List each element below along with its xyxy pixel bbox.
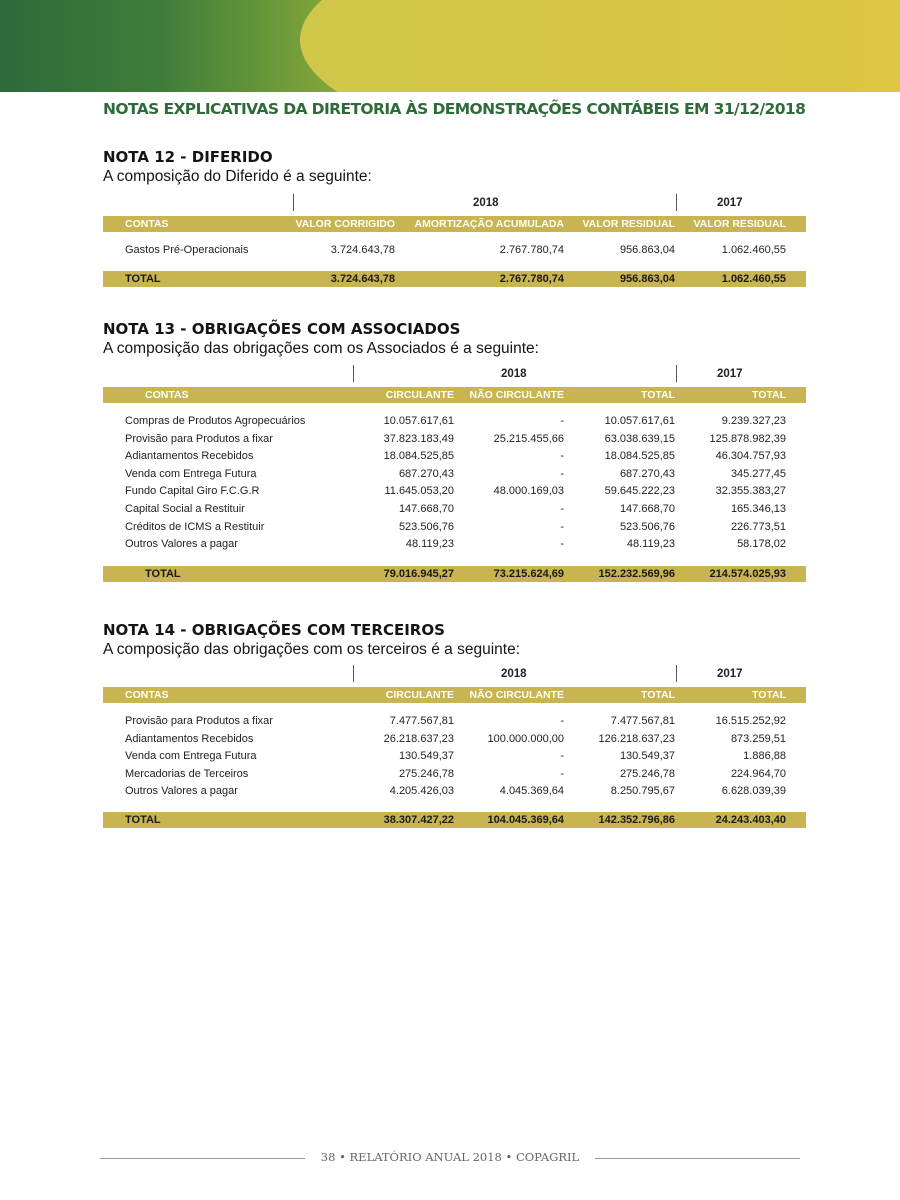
total-value: 1.062.460,55 bbox=[721, 272, 786, 285]
cell-value: 8.250.795,67 bbox=[610, 785, 675, 798]
cell-value: 32.355.383,27 bbox=[715, 485, 786, 498]
table-row bbox=[103, 713, 806, 731]
table-header bbox=[103, 687, 806, 703]
cell-conta: Outros Valores a pagar bbox=[125, 538, 238, 551]
nota14-rows bbox=[103, 713, 806, 801]
footer-rule-right bbox=[595, 1158, 800, 1159]
year-2017: 2017 bbox=[717, 368, 743, 380]
cell-value: 224.964,70 bbox=[730, 767, 786, 780]
table-header bbox=[103, 216, 806, 232]
total-value: 79.016.945,27 bbox=[383, 567, 454, 580]
cell-value: - bbox=[560, 715, 564, 727]
col-total-2017: TOTAL bbox=[751, 389, 786, 401]
cell-value: 100.000.000,00 bbox=[487, 732, 564, 745]
cell-value: 687.270,43 bbox=[619, 467, 675, 480]
nota12-table bbox=[103, 194, 806, 287]
cell-value: 125.878.982,39 bbox=[709, 432, 786, 445]
cell-value: 48.119,23 bbox=[405, 538, 454, 551]
cell-conta: Créditos de ICMS a Restituir bbox=[125, 520, 265, 533]
cell-value: 275.246,78 bbox=[619, 767, 675, 780]
footer-rule-left bbox=[100, 1158, 305, 1159]
cell-value: 873.259,51 bbox=[730, 732, 786, 745]
nota12-title: NOTA 12 - DIFERIDO bbox=[103, 148, 273, 166]
table-row bbox=[103, 501, 806, 519]
cell-value: - bbox=[560, 502, 564, 515]
page-title: NOTAS EXPLICATIVAS DA DIRETORIA ÀS DEMONSTRAÇÕES CONTÁBEIS EM 31/12/2018 bbox=[103, 100, 806, 118]
nota13-rows bbox=[103, 413, 806, 554]
banner-swoosh bbox=[300, 0, 900, 92]
cell-conta: Provisão para Produtos a fixar bbox=[125, 715, 273, 727]
col-total-2018: TOTAL bbox=[640, 389, 675, 401]
total-value: 73.215.624,69 bbox=[493, 567, 564, 580]
cell-conta: Provisão para Produtos a fixar bbox=[125, 432, 273, 445]
cell-value: - bbox=[560, 467, 564, 480]
table-row bbox=[103, 448, 806, 466]
year-2018: 2018 bbox=[473, 197, 499, 209]
total-value: 24.243.403,40 bbox=[715, 813, 786, 826]
cell-conta: Outros Valores a pagar bbox=[125, 785, 238, 798]
nota12-heading bbox=[103, 148, 372, 186]
cell-value: 6.628.039,39 bbox=[721, 785, 786, 798]
col-valor-residual-2018: VALOR RESIDUAL bbox=[582, 218, 675, 230]
total-value: 956.863,04 bbox=[619, 272, 675, 285]
year-header bbox=[103, 194, 806, 216]
table-row bbox=[103, 536, 806, 554]
cell-conta: Fundo Capital Giro F.C.G.R bbox=[125, 485, 260, 498]
cell-conta: Compras de Produtos Agropecuários bbox=[125, 415, 306, 427]
table-row bbox=[103, 242, 806, 260]
cell-value: 275.246,78 bbox=[398, 767, 454, 780]
nota14-table bbox=[103, 665, 806, 828]
col-nao-circulante: NÃO CIRCULANTE bbox=[469, 689, 564, 701]
cell-value: 523.506,76 bbox=[398, 520, 454, 533]
page-footer bbox=[100, 1150, 800, 1166]
nota13-subtitle: A composição das obrigações com os Associados é a seguinte: bbox=[103, 340, 539, 357]
nota13-title: NOTA 13 - OBRIGAÇÕES COM ASSOCIADOS bbox=[103, 320, 461, 338]
cell-conta: Venda com Entrega Futura bbox=[125, 467, 257, 480]
col-contas: CONTAS bbox=[125, 689, 169, 701]
cell-conta: Mercadorias de Terceiros bbox=[125, 767, 249, 780]
cell-value: 126.218.637,23 bbox=[598, 732, 675, 745]
cell-value: 147.668,70 bbox=[398, 502, 454, 515]
nota14-subtitle: A composição das obrigações com os terceiros é a seguinte: bbox=[103, 641, 521, 658]
nota14-heading bbox=[103, 621, 520, 659]
cell-value: 10.057.617,61 bbox=[383, 415, 454, 427]
col-contas: CONTAS bbox=[125, 218, 169, 230]
cell-conta: Adiantamentos Recebidos bbox=[125, 732, 254, 745]
total-value: 2.767.780,74 bbox=[499, 272, 564, 285]
total-label: TOTAL bbox=[125, 272, 161, 285]
year-separator bbox=[676, 194, 677, 211]
cell-value: 11.645.053,20 bbox=[384, 485, 454, 498]
total-label: TOTAL bbox=[125, 813, 161, 826]
footer-text: 38 • RELATÓRIO ANUAL 2018 • COPAGRIL bbox=[320, 1150, 580, 1164]
year-2018: 2018 bbox=[501, 368, 527, 380]
table-row bbox=[103, 483, 806, 501]
cell-value: - bbox=[560, 767, 564, 780]
cell-value: 58.178,02 bbox=[737, 538, 786, 551]
cell-value: 37.823.183,49 bbox=[383, 432, 454, 445]
cell-value: 226.773,51 bbox=[730, 520, 786, 533]
year-2018: 2018 bbox=[501, 668, 527, 680]
col-valor-corrigido: VALOR CORRIGIDO bbox=[295, 218, 395, 230]
nota13-heading bbox=[103, 320, 539, 358]
total-value: 214.574.025,93 bbox=[709, 567, 786, 580]
cell-value: - bbox=[560, 520, 564, 533]
total-value: 142.352.796,86 bbox=[598, 813, 675, 826]
cell-value: 48.119,23 bbox=[626, 538, 675, 551]
col-total-2018: TOTAL bbox=[640, 689, 675, 701]
header-banner bbox=[0, 0, 900, 92]
cell-value: 7.477.567,81 bbox=[610, 715, 675, 727]
table-row bbox=[103, 748, 806, 766]
cell-value: 956.863,04 bbox=[619, 244, 675, 256]
cell-conta: Venda com Entrega Futura bbox=[125, 750, 257, 763]
total-label: TOTAL bbox=[145, 567, 181, 580]
cell-value: - bbox=[560, 415, 564, 427]
cell-value: 26.218.637,23 bbox=[383, 732, 454, 745]
cell-value: - bbox=[560, 450, 564, 463]
total-value: 152.232.569,96 bbox=[598, 567, 675, 580]
table-row bbox=[103, 431, 806, 449]
cell-value: 1.062.460,55 bbox=[721, 244, 786, 256]
table-row bbox=[103, 519, 806, 537]
cell-value: - bbox=[560, 538, 564, 551]
year-2017: 2017 bbox=[717, 668, 743, 680]
cell-conta: Adiantamentos Recebidos bbox=[125, 450, 254, 463]
cell-value: 3.724.643,78 bbox=[330, 244, 395, 256]
col-circulante: CIRCULANTE bbox=[385, 389, 454, 401]
cell-value: 2.767.780,74 bbox=[499, 244, 564, 256]
cell-value: 130.549,37 bbox=[398, 750, 454, 763]
col-contas: CONTAS bbox=[145, 389, 189, 401]
total-row bbox=[103, 812, 806, 828]
cell-value: 345.277,45 bbox=[730, 467, 786, 480]
total-row bbox=[103, 271, 806, 287]
year-separator bbox=[353, 365, 354, 382]
col-valor-residual-2017: VALOR RESIDUAL bbox=[693, 218, 786, 230]
year-2017: 2017 bbox=[717, 197, 743, 209]
cell-conta: Capital Social a Restituir bbox=[125, 502, 245, 515]
table-row bbox=[103, 766, 806, 784]
cell-value: 130.549,37 bbox=[619, 750, 675, 763]
cell-value: 46.304.757,93 bbox=[715, 450, 786, 463]
cell-value: 9.239.327,23 bbox=[721, 415, 786, 427]
table-row bbox=[103, 466, 806, 484]
year-separator bbox=[676, 665, 677, 682]
total-value: 38.307.427,22 bbox=[383, 813, 454, 826]
year-header bbox=[103, 365, 806, 387]
cell-value: 10.057.617,61 bbox=[604, 415, 675, 427]
col-amortizacao: AMORTIZAÇÃO ACUMULADA bbox=[414, 218, 564, 230]
total-value: 104.045.369,64 bbox=[487, 813, 564, 826]
cell-value: - bbox=[560, 750, 564, 763]
table-row bbox=[103, 731, 806, 749]
cell-value: 7.477.567,81 bbox=[389, 715, 454, 727]
total-row bbox=[103, 566, 806, 582]
year-separator bbox=[353, 665, 354, 682]
nota12-subtitle: A composição do Diferido é a seguinte: bbox=[103, 168, 372, 185]
table-row bbox=[103, 783, 806, 801]
col-circulante: CIRCULANTE bbox=[385, 689, 454, 701]
cell-value: 48.000.169,03 bbox=[493, 485, 564, 498]
cell-value: 25.215.455,66 bbox=[493, 432, 564, 445]
year-separator bbox=[676, 365, 677, 382]
cell-value: 4.205.426,03 bbox=[389, 785, 454, 798]
cell-value: 16.515.252,92 bbox=[715, 715, 786, 727]
year-separator bbox=[293, 194, 294, 211]
year-header bbox=[103, 665, 806, 687]
cell-value: 18.084.525,85 bbox=[383, 450, 454, 463]
cell-value: 63.038.639,15 bbox=[604, 432, 675, 445]
cell-value: 18.084.525,85 bbox=[604, 450, 675, 463]
cell-value: 523.506,76 bbox=[619, 520, 675, 533]
cell-value: 687.270,43 bbox=[398, 467, 454, 480]
total-value: 3.724.643,78 bbox=[330, 272, 395, 285]
table-header bbox=[103, 387, 806, 403]
cell-conta: Gastos Pré-Operacionais bbox=[125, 244, 249, 256]
nota13-table bbox=[103, 365, 806, 582]
col-total-2017: TOTAL bbox=[751, 689, 786, 701]
col-nao-circulante: NÃO CIRCULANTE bbox=[469, 389, 564, 401]
table-row bbox=[103, 413, 806, 431]
nota14-title: NOTA 14 - OBRIGAÇÕES COM TERCEIROS bbox=[103, 621, 445, 639]
cell-value: 59.645.222,23 bbox=[604, 485, 675, 498]
cell-value: 165.346,13 bbox=[730, 502, 786, 515]
cell-value: 4.045.369,64 bbox=[499, 785, 564, 798]
cell-value: 1.886,88 bbox=[743, 750, 786, 763]
cell-value: 147.668,70 bbox=[619, 502, 675, 515]
